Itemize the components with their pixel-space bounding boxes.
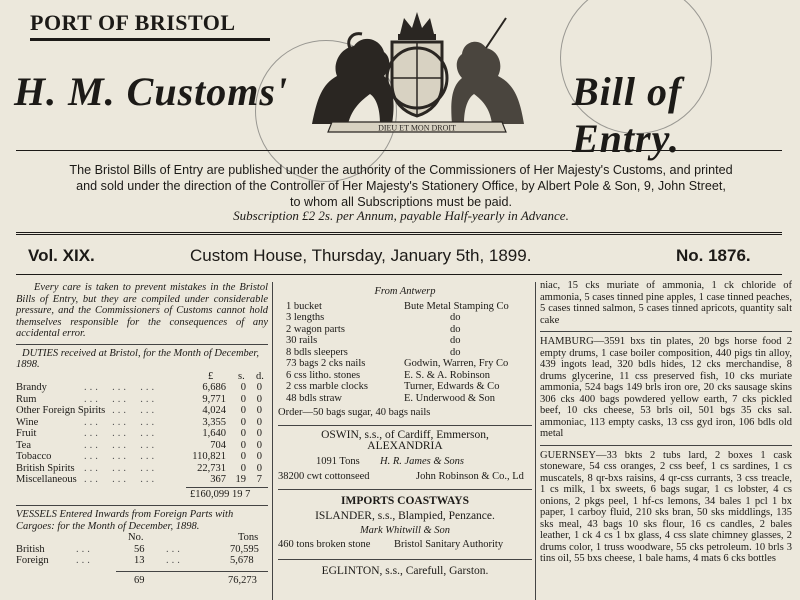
cargo-importer: Turner, Edwards & Co xyxy=(404,381,500,392)
duty-shillings: 0 xyxy=(240,393,246,405)
cargo-item: 8 bdls sleepers xyxy=(286,346,348,358)
cargo-importer: Bute Metal Stamping Co xyxy=(404,300,509,312)
duty-row xyxy=(16,428,268,440)
intro-line-3: to whom all Subscriptions must be paid. xyxy=(290,195,512,209)
cargo-item: 3 lengths xyxy=(286,312,325,323)
vessels-total-tons: 76,273 xyxy=(228,574,257,586)
duty-leader: ... ... ... xyxy=(84,439,158,451)
royal-coat-of-arms-icon xyxy=(292,4,542,136)
duty-pounds: 3,355 xyxy=(202,416,226,428)
vessel-flag: Foreign xyxy=(16,555,49,566)
vessel-row xyxy=(16,555,268,567)
cargo-importer: Godwin, Warren, Fry Co xyxy=(404,358,509,369)
column-divider-2 xyxy=(535,282,536,600)
antwerp-cargo-row xyxy=(278,393,532,405)
duty-shillings: 0 xyxy=(240,439,246,451)
subscription-line: Subscription £2 2s. per Annum, payable Half-yearly in Advance. xyxy=(233,208,569,223)
oswin-tons: 1091 Tons xyxy=(316,455,360,467)
duty-name: British Spirits xyxy=(16,462,75,474)
disclaimer-note: Every care is taken to prevent mistakes in the Bristol Bills of Entry, but they are compiled under considerable pressure, and the Commissioners of Customs cannot hold themselves responsible for the consequences of any accidental error. xyxy=(16,282,268,339)
column-divider-1 xyxy=(272,282,273,600)
antwerp-cargo-row xyxy=(278,358,532,370)
vessel-leader: ... xyxy=(76,555,93,566)
duty-leader: ... ... ... xyxy=(84,428,158,439)
duty-pence: 0 xyxy=(256,451,262,462)
intro-line-2: and sold under the direction of the Controller of Her Majesty's Stationery Office, by Albert Pole & Son, 9, John Street, xyxy=(76,179,726,193)
cargo-item: 73 bags 2 cks nails xyxy=(286,358,366,369)
oswin-agent: H. R. James & Sons xyxy=(380,455,464,467)
cargo-importer: E. S. & A. Robinson xyxy=(404,369,491,381)
cargo-item: 30 rails xyxy=(286,335,318,346)
duty-name: Rum xyxy=(16,393,37,405)
duty-name: Fruit xyxy=(16,428,37,439)
duty-shillings: 0 xyxy=(240,382,246,393)
duty-name: Tea xyxy=(16,439,32,451)
duty-row xyxy=(16,382,268,394)
unit-pence: d. xyxy=(256,370,264,382)
vessels-list xyxy=(16,544,268,567)
column-2 xyxy=(278,282,532,577)
from-antwerp-heading: From Antwerp xyxy=(374,286,436,297)
oswin-port: ALEXANDRIA xyxy=(367,440,443,452)
vessel-tons: 70,595 xyxy=(230,543,259,555)
duty-name: Tobacco xyxy=(16,451,52,462)
vessel-leader-2: ... xyxy=(166,555,183,566)
vessel-count: 56 xyxy=(134,543,145,555)
duty-row xyxy=(16,451,268,463)
duty-row xyxy=(16,394,268,406)
oswin-tons-row xyxy=(278,456,532,468)
oswin-cargo: 38200 cwt cottonseed xyxy=(278,471,370,482)
duty-leader: ... ... ... xyxy=(84,474,158,485)
rule-dateline-bottom xyxy=(16,274,782,275)
oswin-importer: John Robinson & Co., Ld xyxy=(416,471,524,482)
eglinton-vessel-line: EGLINTON, s.s., Carefull, Garston. xyxy=(321,564,489,577)
vessels-total-row xyxy=(16,575,268,587)
duty-shillings: 0 xyxy=(240,451,246,462)
duty-pence: 0 xyxy=(256,439,262,451)
order-line: Order—50 bags sugar, 40 bags nails xyxy=(278,407,431,418)
intro-text xyxy=(20,162,782,210)
cargo-importer: do xyxy=(450,335,461,346)
volume-number: Vol. XIX. xyxy=(28,246,95,265)
intro-line-1: The Bristol Bills of Entry are published under the authority of the Commissioners of Her Majesty's Customs, and printed xyxy=(69,163,733,177)
duty-name: Wine xyxy=(16,416,39,428)
cargo-item: 2 wagon parts xyxy=(286,323,345,335)
vessel-row xyxy=(16,544,268,556)
vessels-total-no: 69 xyxy=(134,574,145,586)
duty-pence: 0 xyxy=(256,428,262,439)
duty-pence: 0 xyxy=(256,382,262,393)
duty-leader: ... ... ... xyxy=(84,393,158,405)
islander-importer: Bristol Sanitary Authority xyxy=(394,539,504,550)
cargo-paragraph-continued: niac, 15 cks muriate of ammonia, 1 ck chloride of ammonia, 5 cases tinned pine apples, 1 case tinned peaches, 5 cases tinned salmon, 5 cases tinned apricots, quantity salt cake xyxy=(540,280,792,326)
vessel-leader-2: ... xyxy=(166,543,183,555)
duty-row xyxy=(16,440,268,452)
antwerp-cargo-row xyxy=(278,324,532,336)
unit-shillings: s. xyxy=(238,370,245,382)
cargo-item: 1 bucket xyxy=(286,300,322,312)
islander-cargo-row xyxy=(278,539,532,551)
oswin-cargo-row xyxy=(278,471,532,483)
cargo-importer: do xyxy=(450,312,461,323)
duty-pounds: 22,731 xyxy=(197,462,226,474)
vessel-flag: British xyxy=(16,543,45,555)
port-title-rule xyxy=(30,38,270,41)
duties-title: DUTIES received at Bristol, for the Month of December, 1898. xyxy=(16,347,259,370)
vessel-leader: ... xyxy=(76,543,93,555)
duty-leader: ... ... ... xyxy=(84,451,158,462)
duty-pence: 0 xyxy=(256,416,262,428)
unit-pounds: £ xyxy=(208,370,214,382)
antwerp-cargo-row xyxy=(278,312,532,324)
duty-pence: 0 xyxy=(256,393,262,405)
oswin-vessel-line: OSWIN, s.s., of Cardiff, Emmerson, xyxy=(321,428,489,441)
cargo-importer: do xyxy=(450,346,461,358)
duties-list xyxy=(16,382,268,486)
duty-row xyxy=(16,474,268,486)
antwerp-cargo-row xyxy=(278,301,532,313)
duty-name: Brandy xyxy=(16,382,47,393)
duty-leader: ... ... ... xyxy=(84,416,158,428)
rule-top xyxy=(16,150,782,151)
duty-pounds: 6,686 xyxy=(202,382,226,393)
duty-shillings: 0 xyxy=(240,462,246,474)
duty-row xyxy=(16,405,268,417)
duty-pounds: 9,771 xyxy=(202,393,226,405)
cargo-paragraph-hamburg: HAMBURG—3591 bxs tin plates, 20 bgs horse food 2 empty drums, 1 case boiler composition, 440 pigs tin alloy, 439 ingots lead, 320 bdls hides, 12 cks merchandise, 8 drums glycerine, 11 css preserved fish, 10 cks muriate ammonia, 524 bags 149 brls iron ore, 20 cks sausage skins 306 cks 400 bags powdered yellow earth, 7 cks pickled beef, 10 cks cheese, 53 brls oil, 501 bgs 35 cks sal. ammoniac, 113 empty casks, 13 css gyd iron, 106 bdls old metal xyxy=(540,336,792,439)
duty-pence: 0 xyxy=(256,462,262,474)
duties-units-row xyxy=(16,371,268,383)
vessels-no-header: No. xyxy=(128,532,144,543)
duty-pence: 7 xyxy=(256,474,262,485)
vessels-header-row xyxy=(16,532,268,544)
duty-pounds: 367 xyxy=(210,474,226,485)
islander-agent: Mark Whitwill & Son xyxy=(359,524,451,536)
column-1 xyxy=(16,282,268,586)
vessel-count: 13 xyxy=(134,555,145,566)
rule-dateline-top xyxy=(16,232,782,238)
duty-pounds: 1,640 xyxy=(202,428,226,439)
duty-leader: ... ... ... xyxy=(84,405,158,416)
duty-shillings: 19 xyxy=(235,474,246,485)
duty-pounds: 704 xyxy=(210,439,226,451)
port-title: PORT OF BRISTOL xyxy=(30,10,236,35)
duty-leader: ... ... ... xyxy=(84,462,158,474)
duty-row xyxy=(16,417,268,429)
duty-shillings: 0 xyxy=(240,405,246,416)
duty-leader: ... ... ... xyxy=(84,382,158,393)
cargo-item: 48 bdls straw xyxy=(286,392,342,404)
duty-name: Miscellaneous xyxy=(16,474,77,485)
cargo-item: 6 css litho. stones xyxy=(286,369,361,381)
antwerp-cargo-row xyxy=(278,335,532,347)
vessels-tons-header: Tons xyxy=(238,532,259,543)
masthead-title-left: H. M. Customs' xyxy=(14,69,289,114)
vessels-title: VESSELS Entered Inwards from Foreign Parts with Cargoes: for the Month of December, 1898. xyxy=(16,509,234,532)
duties-total-row xyxy=(16,489,268,501)
issue-date: Custom House, Thursday, January 5th, 1899. xyxy=(190,246,532,265)
duty-pence: 0 xyxy=(256,405,262,416)
islander-vessel-line: ISLANDER, s.s., Blampied, Penzance. xyxy=(315,510,495,522)
islander-cargo: 460 tons broken stone xyxy=(278,539,371,550)
antwerp-cargo-row xyxy=(278,347,532,359)
masthead-title-right: Bill of Entry. xyxy=(572,69,683,161)
antwerp-cargo-row xyxy=(278,381,532,393)
duty-pounds: 4,024 xyxy=(202,405,226,416)
imports-coastways-heading: IMPORTS COASTWAYS xyxy=(341,494,469,507)
duty-row xyxy=(16,463,268,475)
vessel-tons: 5,678 xyxy=(230,555,254,566)
antwerp-cargo-list xyxy=(278,301,532,405)
issue-number: No. 1876. xyxy=(676,246,751,265)
cargo-importer: E. Underwood & Son xyxy=(404,392,495,404)
duty-shillings: 0 xyxy=(240,416,246,428)
duty-pounds: 110,821 xyxy=(192,451,226,462)
cargo-item: 2 css marble clocks xyxy=(286,381,368,392)
duties-total: £160,099 19 7 xyxy=(190,488,251,500)
column-3 xyxy=(540,282,792,565)
cargo-paragraph-guernsey: GUERNSEY—33 bkts 2 tubs lard, 2 boxes 1 cask stoneware, 54 css oranges, 2 css beef, 1 cs sardines, 1 cs muscatels, 8 qr-bxs raisins, 4 qr-css currants, 3 css treacle, 1 cs milk, 1 bx sweets, 6 bags sugar, 1 cs lobster, 4 cs onions, 2 pkgs peel, 1 hf-cs lemons, 34 bales 1 pcl 1 bx paper, 1 carboy fluid, 210 sks bran, 50 sks middlings, 135 sks meal, 43 bags 10 sks flour, 16 cs candles, 2 bales leather, 1 ck 4 cs 1 bx glass, 4 css slate chimney glasses, 2 drums color, 1 truss woodware, 55 cks petroleum. 10 brls 3 tins oil, 55 bxs cheese, 1 bale hams, 4 mats 6 cks bottles xyxy=(540,449,792,564)
cargo-importer: do xyxy=(450,323,461,335)
antwerp-cargo-row xyxy=(278,370,532,382)
duty-shillings: 0 xyxy=(240,428,246,439)
crest-motto: DIEU ET MON DROIT xyxy=(378,123,456,133)
duty-name: Other Foreign Spirits xyxy=(16,405,106,416)
